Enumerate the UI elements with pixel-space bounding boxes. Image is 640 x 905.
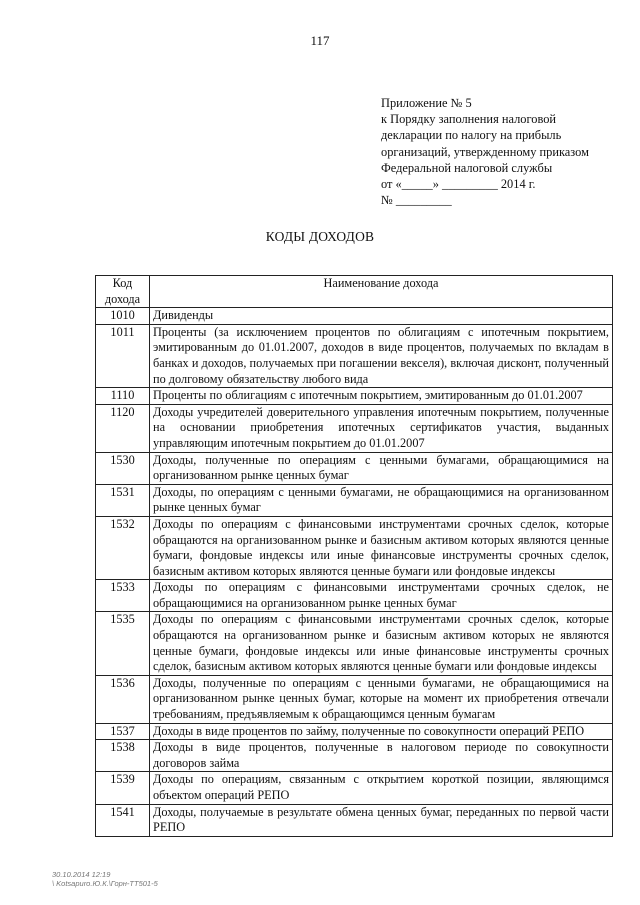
table-row <box>96 324 613 387</box>
income-code: 1535 <box>96 612 150 675</box>
income-code: 1532 <box>96 516 150 579</box>
print-path: \ Kotsapuro.Ю.К.\Горн-ТТ501-5 <box>52 879 158 888</box>
income-name: Доходы учредителей доверительного управления ипотечным покрытием, полученные на основании приобретения ипотечных сертификатов участия, выданных управляющим ипотечным покрытием до 01.01.2007 <box>150 404 613 452</box>
appendix-line: организаций, утвержденному приказом <box>381 144 589 159</box>
income-code: 1533 <box>96 580 150 612</box>
income-name: Доходы по операциям с финансовыми инструментами срочных сделок, которые обращаются на организованном рынке и базисным активом которых являются ценные бумаги, фондовые индексы или иные финансовые инструменты срочных сделок, базисным активом которых являются ценные бумаги или фондовые индексы <box>150 516 613 579</box>
table-row <box>96 452 613 484</box>
income-code: 1010 <box>96 308 150 325</box>
income-code: 1120 <box>96 404 150 452</box>
table-row <box>96 580 613 612</box>
income-name: Доходы по операциям с финансовыми инструментами срочных сделок, которые обращаются на организованном рынке и базисным активом которых не являются ценные бумаги, фондовые индексы или иные финансовые инструменты срочных сделок, базисным активом которых являются ценные бумаги или фондовые индексы <box>150 612 613 675</box>
table-row <box>96 723 613 740</box>
appendix-block <box>381 95 621 208</box>
appendix-line: Приложение № 5 <box>381 96 472 110</box>
appendix-line: декларации по налогу на прибыль <box>381 128 562 143</box>
income-name: Доходы в виде процентов по займу, полученные по совокупности операций РЕПО <box>150 723 613 740</box>
table-row <box>96 740 613 772</box>
income-code: 1537 <box>96 723 150 740</box>
table-row <box>96 484 613 516</box>
income-name: Доходы, получаемые в результате обмена ценных бумаг, переданных по первой части РЕПО <box>150 804 613 836</box>
table-row <box>96 516 613 579</box>
table-row <box>96 675 613 723</box>
table-row <box>96 804 613 836</box>
header-name: Наименование дохода <box>150 276 613 308</box>
income-name: Доходы по операциям, связанным с открытием короткой позиции, являющимся объектом операций РЕПО <box>150 772 613 804</box>
table-row <box>96 404 613 452</box>
table-row <box>96 308 613 325</box>
table-body <box>96 308 613 837</box>
income-name: Доходы, по операциям с ценными бумагами, не обращающимися на организованном рынке ценных бумаг <box>150 484 613 516</box>
income-name: Доходы по операциям с финансовыми инструментами срочных сделок, не обращающимися на организованном рынке ценных бумаг <box>150 580 613 612</box>
appendix-line: № _________ <box>381 193 452 208</box>
appendix-line: к Порядку заполнения налоговой <box>381 112 557 127</box>
page-number: 117 <box>310 33 330 48</box>
income-code: 1530 <box>96 452 150 484</box>
income-name: Проценты (за исключением процентов по облигациям с ипотечным покрытием, эмитированным до 01.01.2007, доходов в виде процентов, получаемых по вкладам в банках и доходов, получаемых при погашении векселя), включая дисконт, полученный по долговому обязательству любого вида <box>150 324 613 387</box>
table-row <box>96 772 613 804</box>
income-code: 1541 <box>96 804 150 836</box>
income-codes-table <box>95 275 613 837</box>
table-row <box>96 612 613 675</box>
print-stamp <box>52 870 158 888</box>
income-name: Проценты по облигациям с ипотечным покрытием, эмитированным до 01.01.2007 <box>150 388 613 405</box>
income-code: 1538 <box>96 740 150 772</box>
income-name: Доходы, полученные по операциям с ценными бумагами, обращающимися на организованном рынке ценных бумаг <box>150 452 613 484</box>
table-row <box>96 388 613 405</box>
income-code: 1531 <box>96 484 150 516</box>
header-code: Код дохода <box>96 276 150 308</box>
table-header-row <box>96 276 613 308</box>
document-title: КОДЫ ДОХОДОВ <box>265 229 375 244</box>
income-code: 1110 <box>96 388 150 405</box>
income-name: Дивиденды <box>150 308 613 325</box>
income-code: 1539 <box>96 772 150 804</box>
appendix-line: от «_____» _________ 2014 г. <box>381 177 536 192</box>
income-code: 1011 <box>96 324 150 387</box>
income-name: Доходы, полученные по операциям с ценными бумагами, не обращающимися на организованном рынке ценных бумаг, которые на момент их приобретения отвечали требованиям, предъявляемым к обращающимся ценным бумагам <box>150 675 613 723</box>
print-timestamp: 30.10.2014 12:19 <box>52 870 111 879</box>
appendix-line: Федеральной налоговой службы <box>381 160 553 175</box>
income-name: Доходы в виде процентов, полученные в налоговом периоде по совокупности договоров займа <box>150 740 613 772</box>
income-code: 1536 <box>96 675 150 723</box>
